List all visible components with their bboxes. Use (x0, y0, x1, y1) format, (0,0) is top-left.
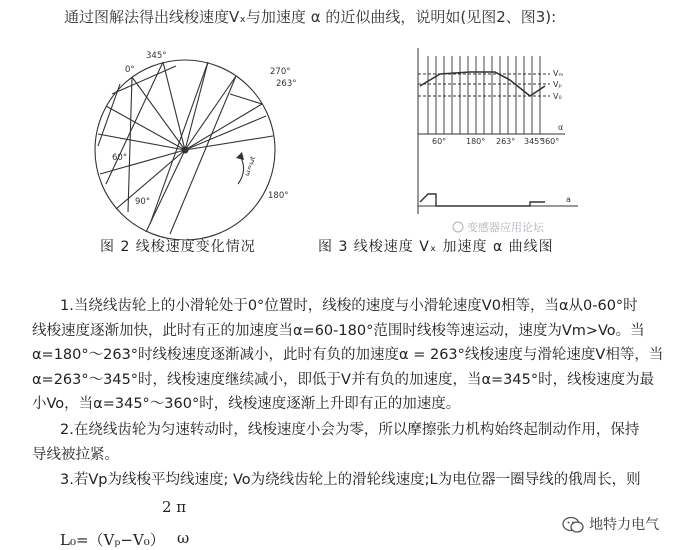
formula-lhs: L₀=（Vₚ−V₀） (60, 531, 165, 549)
fig2-chord (185, 62, 208, 150)
para1-line: 小Vo，当α=345°～360°时，线梭速度逐渐上升即有正的加速度。 (32, 396, 461, 413)
fig3-label-vo: V₀ (553, 92, 562, 101)
fig2-caption: 图 2 线梭速度变化情况 (100, 239, 256, 255)
fig3-label-360: 360° (540, 137, 560, 146)
para1-line: α=263°～345°时，线梭速度继续减小，即低于V并有负的加速度，当α=345°时，线梭速度为最 (32, 371, 655, 388)
fig2-label-263: 263° (276, 79, 297, 89)
fig2-label-60: 60° (112, 153, 128, 163)
fig2-chord (106, 106, 185, 150)
logo (562, 514, 659, 534)
fig3-label-vm: Vₘ (553, 69, 564, 78)
formula-denominator: ω (177, 529, 190, 547)
fig2-arrowhead (236, 152, 244, 160)
formula-numerator: 2 π (162, 498, 187, 516)
paragraph-2 (32, 418, 639, 467)
para2-line: 2.在绕线齿轮为匀速转动时，线梭速度小会为零，所以摩擦张力机构始终起制动作用，保持 (60, 422, 640, 438)
paragraph-3 (32, 468, 641, 493)
fig3-label-263: 263° (496, 137, 516, 146)
fig2-chord (128, 77, 132, 212)
para1-line: 线梭速度逐渐加快，此时有正的加速度当α=60-180°范围时线梭等速运动，速度为Vm>Vo。当 (32, 322, 645, 339)
fig2-chord (98, 84, 120, 146)
wechat-icon (562, 516, 584, 534)
fig3-label-a: a (566, 195, 571, 204)
fig3-label-345: 345° (524, 137, 544, 146)
fig3-caption: 图 3 线梭速度 Vₓ 加速度 α 曲线图 (318, 239, 554, 255)
intro-text: 通过图解法得出线梭速度Vₓ与加速度 α 的近似曲线，说明如(见图2、图3): (64, 8, 557, 26)
fig2-chord (185, 104, 262, 150)
fig2-label-180: 180° (268, 191, 289, 201)
fig3-label-vp: Vₚ (553, 80, 562, 89)
fig2-chord (98, 134, 185, 150)
fig2-chord (150, 62, 208, 224)
fig2-label-omega: ω=ωt (242, 155, 258, 178)
fig2-label-0: 0° (125, 65, 135, 75)
fig3-acceleration-curve (420, 194, 545, 206)
fig3-label-60: 60° (432, 137, 447, 146)
fig2-label-270: 270° (270, 67, 291, 77)
fig3-watermark (453, 220, 545, 234)
figures (0, 34, 697, 240)
fig2-rotation-arrow (238, 156, 244, 184)
watermark-text: 变感器应用论坛 (467, 221, 544, 234)
figure-2 (95, 60, 275, 240)
para2-line: 导线被拉紧。 (32, 446, 119, 463)
fig2-chord (185, 136, 273, 150)
fig2-label-345: 345° (146, 51, 167, 61)
logo-text: 地特力电气 (589, 517, 660, 533)
fig3-label-alpha: α (558, 123, 564, 132)
fig2-label-90: 90° (135, 197, 151, 207)
para3-line: 3.若Vp为线梭平均线速度; Vo为绕线齿轮上的滑轮线速度;L为电位器一圈导线的俄周长，则 (60, 472, 641, 488)
para1-line: 1.当绕线齿轮上的小滑轮处于0°位置时，线梭的速度与小滑轮速度V0相等，当α从0-60°时 (60, 298, 638, 314)
para1-line: α=180°～263°时线梭速度逐渐减小，此时有负的加速度α = 263°线梭速度与滑轮速度V相等，当 (32, 347, 664, 364)
watermark-icon (453, 222, 463, 232)
fig3-hatch (428, 56, 540, 134)
fig2-center (182, 147, 188, 153)
paragraph-1 (32, 294, 663, 417)
fig2-chord (132, 77, 185, 150)
fig3-label-180: 180° (466, 137, 486, 146)
